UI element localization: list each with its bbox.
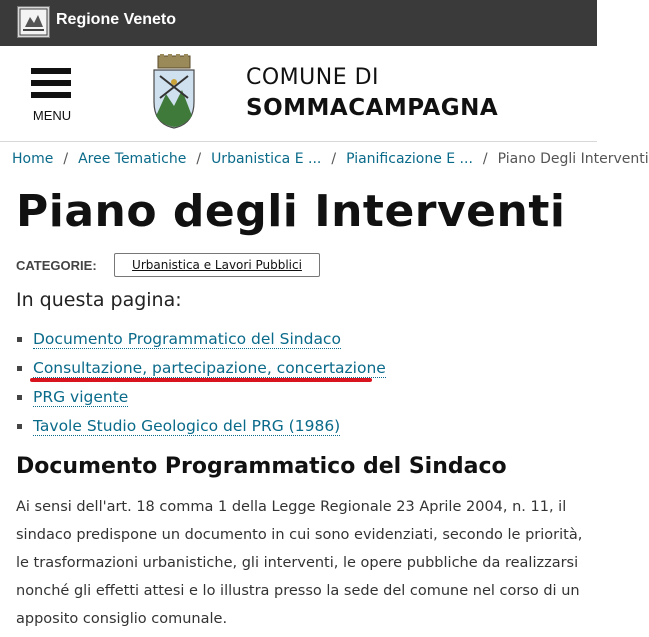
hamburger-menu-icon [31, 68, 71, 74]
section-title: Documento Programmatico del Sindaco [16, 454, 507, 479]
toc-item [16, 386, 386, 415]
region-topbar [0, 0, 597, 46]
breadcrumb-separator: / [196, 151, 202, 167]
menu-button[interactable] [26, 64, 78, 132]
site-header [0, 46, 597, 142]
bullet-icon [17, 337, 22, 342]
comune-title-line1: COMUNE DI [246, 65, 380, 90]
toc-title: In questa pagina: [16, 289, 182, 311]
toc-link-tavole-studio-geologico[interactable]: Tavole Studio Geologico del PRG (1986) [33, 417, 341, 435]
breadcrumb-separator: / [331, 151, 337, 167]
toc-link-prg-vigente[interactable]: PRG vigente [33, 388, 129, 406]
categories-label: CATEGORIE: [16, 258, 97, 273]
bullet-icon [17, 366, 22, 371]
breadcrumb-item-home[interactable]: Home [12, 151, 54, 167]
highlight-underline-annotation [30, 378, 372, 382]
breadcrumb [12, 151, 649, 173]
toc-link-documento-programmatico[interactable]: Documento Programmatico del Sindaco [33, 330, 341, 348]
menu-label: MENU [32, 108, 72, 123]
breadcrumb-current: Piano Degli Interventi [497, 151, 649, 167]
breadcrumb-item-urbanistica[interactable]: Urbanistica E ... [211, 151, 322, 167]
breadcrumb-item-pianificazione[interactable]: Pianificazione E ... [346, 151, 473, 167]
comune-title[interactable] [246, 64, 498, 124]
region-name-link[interactable]: Regione Veneto [56, 11, 177, 28]
category-chip[interactable]: Urbanistica e Lavori Pubblici [114, 253, 320, 277]
bullet-icon [17, 395, 22, 400]
bullet-icon [17, 424, 22, 429]
hamburger-menu-icon-bar [31, 92, 71, 98]
breadcrumb-separator: / [63, 151, 69, 167]
regione-veneto-logo-icon[interactable] [17, 6, 50, 38]
toc-link-consultazione[interactable]: Consultazione, partecipazione, concertazione [33, 359, 386, 377]
toc-item [16, 415, 386, 444]
hamburger-menu-icon-bar [31, 80, 71, 86]
page-title: Piano degli Interventi [16, 186, 566, 237]
breadcrumb-separator: / [482, 151, 488, 167]
toc-item [16, 328, 386, 357]
section-body-text: Ai sensi dell'art. 18 comma 1 della Legge Regionale 23 Aprile 2004, n. 11, il sindaco predispone un documento in cui sono evidenziati, secondo le priorità, le trasformazioni urbanistiche, gli interventi, le opere pubbliche da realizzarsi nonché gli effetti attesi e lo illustra presso la sede del comune nel corso di un apposito consiglio comunale. [16, 499, 583, 627]
comune-title-line2: SOMMACAMPAGNA [246, 95, 499, 121]
sommacampagna-crest-icon[interactable] [148, 54, 200, 130]
breadcrumb-item-aree-tematiche[interactable]: Aree Tematiche [78, 151, 187, 167]
toc-list [16, 328, 386, 444]
